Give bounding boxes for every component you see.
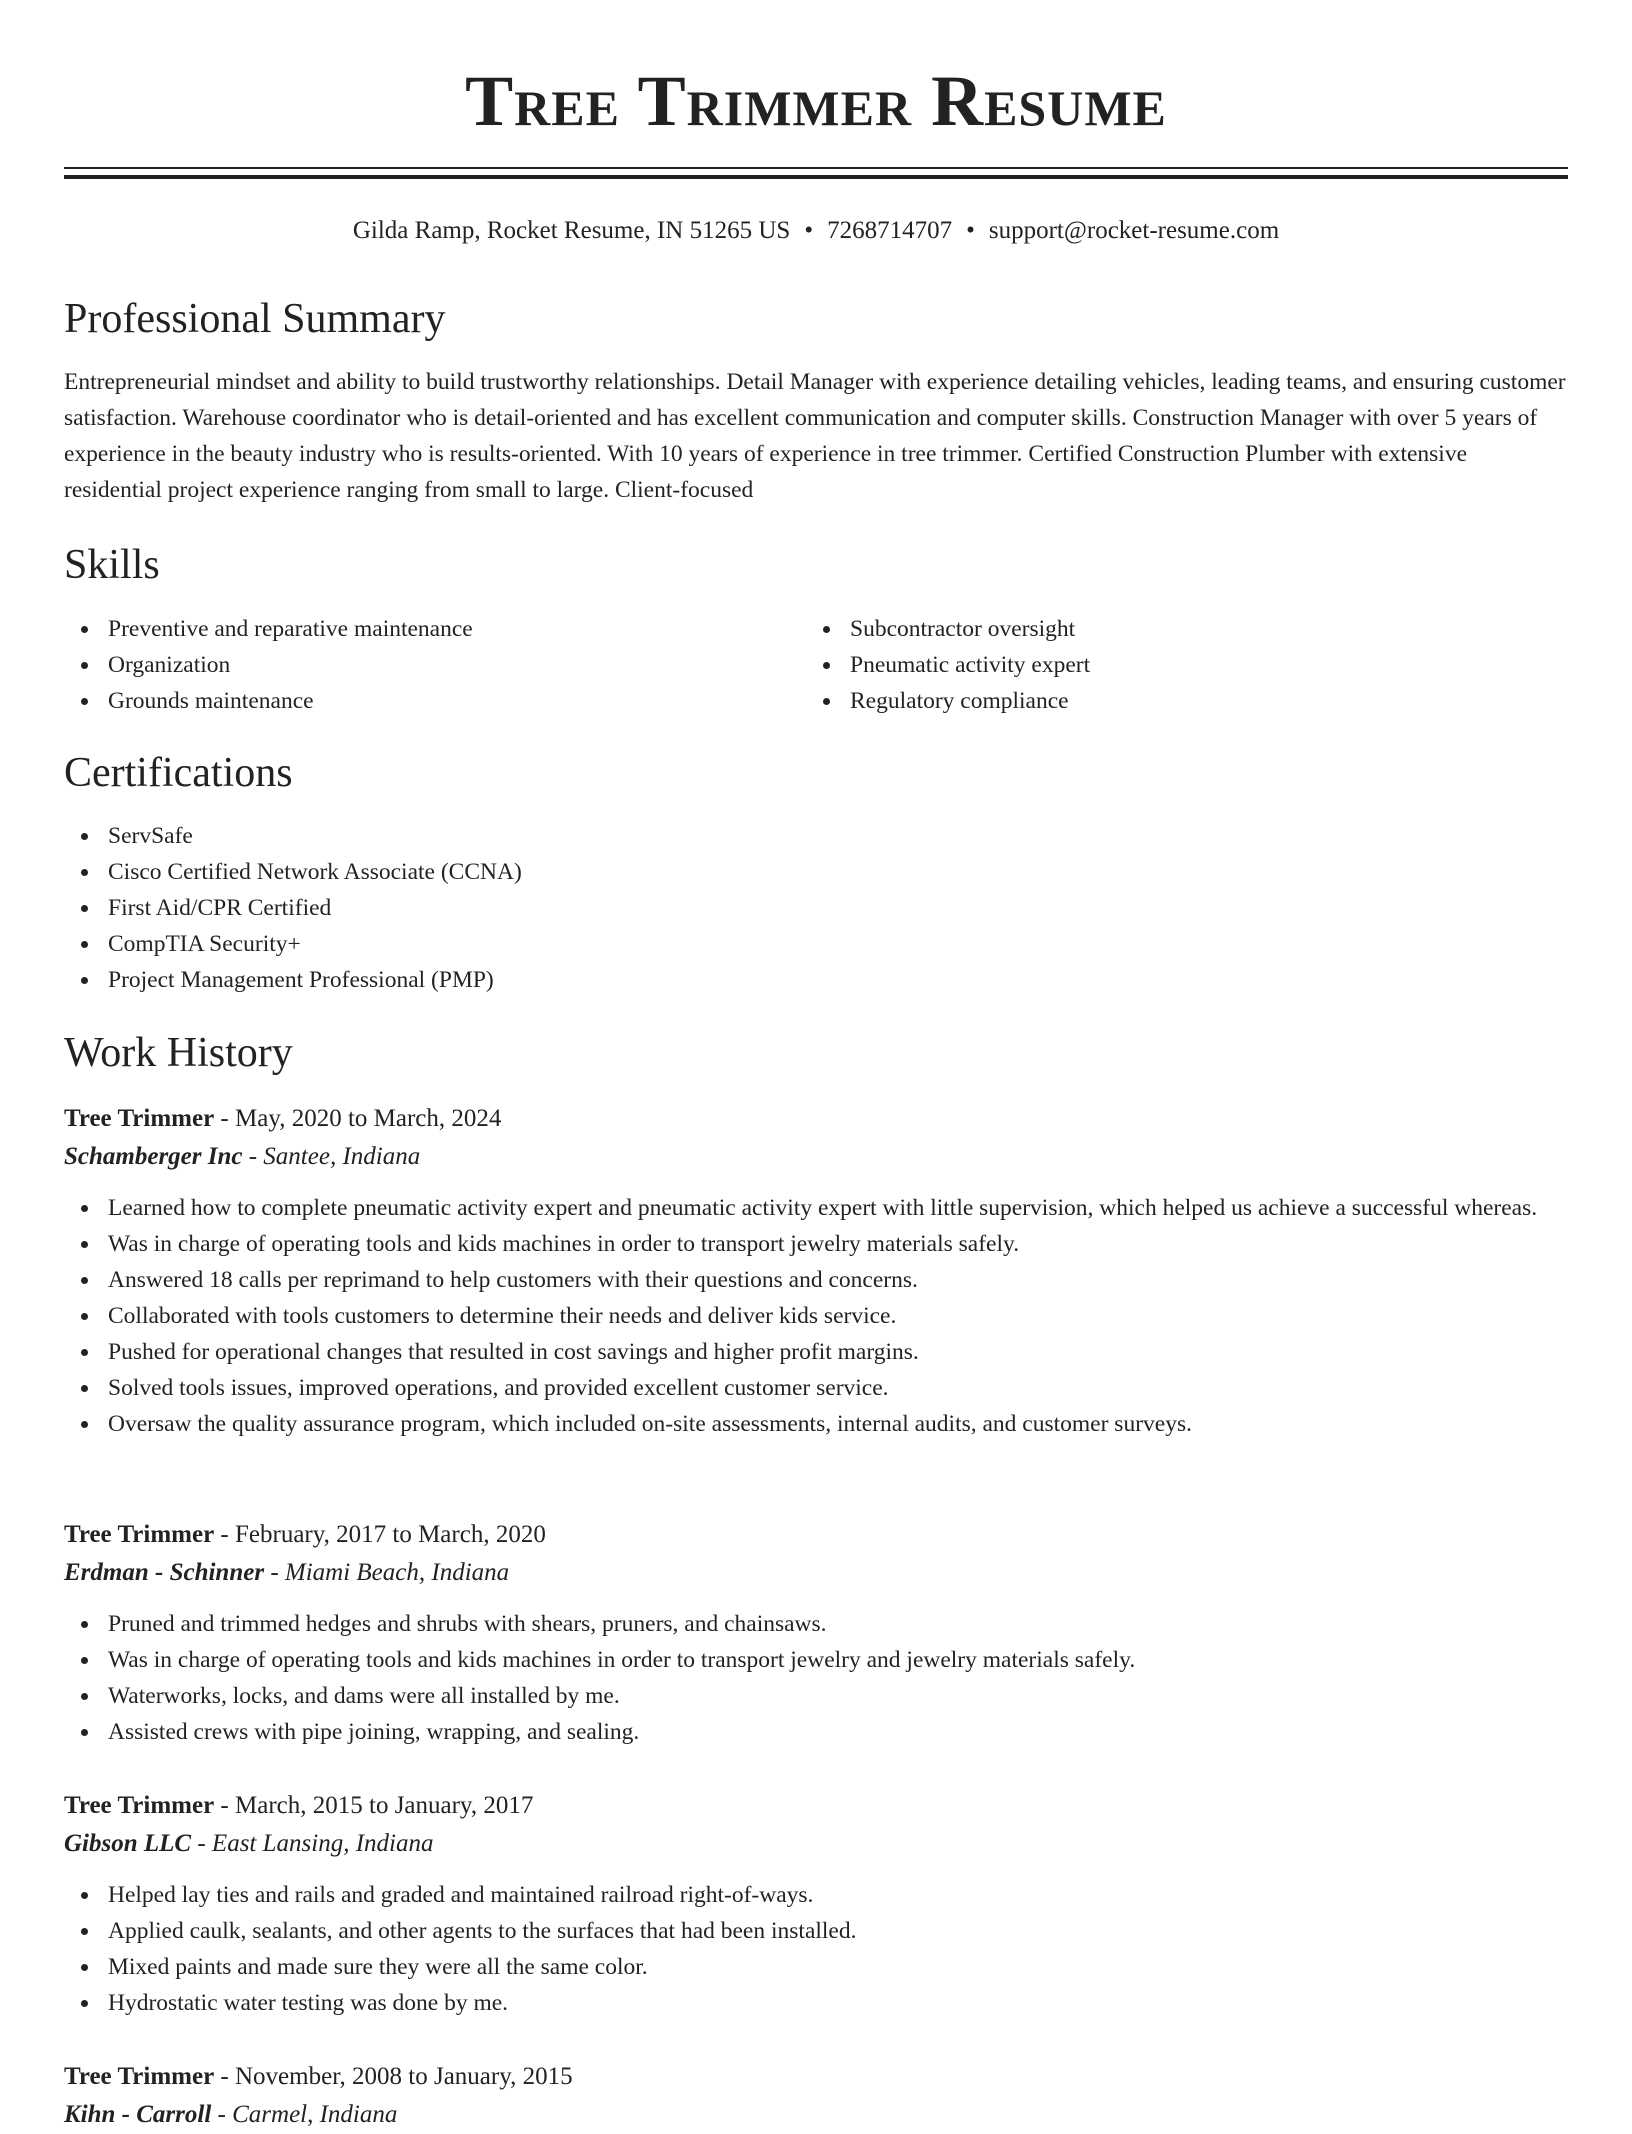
job-duty: Solved tools issues, improved operations, and provided excellent customer service. — [64, 1370, 1568, 1406]
certification-item: First Aid/CPR Certified — [64, 890, 1568, 926]
job-duty: Assisted crews with pipe joining, wrapping, and sealing. — [64, 1714, 1568, 1750]
job-duty: Hydrostatic water testing was done by me. — [64, 1985, 1568, 2021]
certification-item: ServSafe — [64, 818, 1568, 854]
job-entry — [64, 2058, 1568, 2134]
job-location: - Carmel, Indiana — [211, 2101, 398, 2128]
job-company-line — [64, 2096, 1568, 2134]
summary-heading: Professional Summary — [64, 296, 446, 342]
skill-item: Subcontractor oversight — [806, 611, 1548, 647]
job-duty: Helped lay ties and rails and graded and maintained railroad right-of-ways. — [64, 1877, 1568, 1913]
job-title-line — [64, 1516, 1568, 1554]
skills-column-left — [64, 611, 806, 719]
job-company-line — [64, 1554, 1568, 1592]
job-location: - Santee, Indiana — [242, 1143, 421, 1170]
skill-item: Organization — [64, 647, 806, 683]
job-duties — [64, 1606, 1568, 1750]
job-duty: Oversaw the quality assurance program, which included on-site assessments, internal audits, and customer surveys. — [64, 1406, 1568, 1442]
job-duties — [64, 1877, 1568, 2021]
job-title: Tree Trimmer — [64, 1792, 215, 1819]
job-duty: Waterworks, locks, and dams were all installed by me. — [64, 1678, 1568, 1714]
certifications-list — [64, 818, 1568, 998]
certification-item: CompTIA Security+ — [64, 926, 1568, 962]
job-duty: Pruned and trimmed hedges and shrubs with shears, pruners, and chainsaws. — [64, 1606, 1568, 1642]
job-duty: Was in charge of operating tools and kids machines in order to transport jewelry materials safely. — [64, 1226, 1568, 1262]
job-dates: - November, 2008 to January, 2015 — [214, 2063, 573, 2090]
skills-column-right — [806, 611, 1548, 719]
job-title: Tree Trimmer — [64, 1105, 215, 1132]
job-title-line — [64, 1787, 1568, 1825]
summary-text: Entrepreneurial mindset and ability to build trustworthy relationships. Detail Manager with experience detailing vehicles, leading teams, and ensuring customer satisfaction. Warehouse coordinator who is detail-oriented and has excellent communication and computer skills. Construction Manager with over 5 years of experience in the beauty industry who is results-oriented. With 10 years of experience in tree trimmer. Certified Construction Plumber with extensive residential project experience ranging from small to large. Client-focused — [64, 369, 1566, 503]
job-entry — [64, 1516, 1568, 1750]
skill-item: Grounds maintenance — [64, 683, 806, 719]
job-entry — [64, 1787, 1568, 2021]
job-company: Erdman - Schinner — [64, 1559, 265, 1586]
job-location: - Miami Beach, Indiana — [264, 1559, 510, 1586]
skills-heading: Skills — [64, 542, 160, 588]
job-company: Kihn - Carroll — [64, 2101, 212, 2128]
skill-item: Pneumatic activity expert — [806, 647, 1548, 683]
job-title-line — [64, 2058, 1568, 2096]
contact-email: support@rocket-resume.com — [988, 217, 1280, 244]
job-duty: Was in charge of operating tools and kids machines in order to transport jewelry and jewelry materials safely. — [64, 1642, 1568, 1678]
job-entry — [64, 1100, 1568, 1442]
job-dates: - May, 2020 to March, 2024 — [214, 1105, 502, 1132]
job-title: Tree Trimmer — [64, 1521, 215, 1548]
job-title: Tree Trimmer — [64, 2063, 215, 2090]
job-duty: Mixed paints and made sure they were all the same color. — [64, 1949, 1568, 1985]
skill-item: Preventive and reparative maintenance — [64, 611, 806, 647]
job-duty: Answered 18 calls per reprimand to help customers with their questions and concerns. — [64, 1262, 1568, 1298]
job-duty: Learned how to complete pneumatic activity expert and pneumatic activity expert with little supervision, which helped us achieve a successful whereas. — [64, 1190, 1568, 1226]
job-dates: - February, 2017 to March, 2020 — [214, 1521, 546, 1548]
job-duty: Applied caulk, sealants, and other agents to the surfaces that had been installed. — [64, 1913, 1568, 1949]
contact-address: Gilda Ramp, Rocket Resume, IN 51265 US — [352, 217, 791, 244]
job-company-line — [64, 1825, 1568, 1863]
job-title-line — [64, 1100, 1568, 1138]
job-company: Gibson LLC — [64, 1830, 192, 1857]
contact-phone: 7268714707 — [827, 217, 953, 244]
work-history-heading: Work History — [64, 1030, 293, 1076]
job-company-line — [64, 1138, 1568, 1176]
job-dates: - March, 2015 to January, 2017 — [214, 1792, 534, 1819]
contact-separator: • — [966, 217, 975, 244]
job-duty: Pushed for operational changes that resulted in cost savings and higher profit margins. — [64, 1334, 1568, 1370]
job-duty: Collaborated with tools customers to determine their needs and deliver kids service. — [64, 1298, 1568, 1334]
contact-line — [64, 212, 1568, 250]
certification-item: Cisco Certified Network Associate (CCNA) — [64, 854, 1568, 890]
title-divider-thick — [64, 175, 1568, 179]
certification-item: Project Management Professional (PMP) — [64, 962, 1568, 998]
skill-item: Regulatory compliance — [806, 683, 1548, 719]
title-divider-thin — [64, 167, 1568, 169]
skills-list — [64, 611, 1568, 719]
contact-separator: • — [804, 217, 814, 244]
job-company: Schamberger Inc — [64, 1143, 243, 1170]
job-duties — [64, 1190, 1568, 1442]
resume-title: Tree Trimmer Resume — [465, 61, 1167, 141]
certifications-heading: Certifications — [64, 750, 293, 796]
job-location: - East Lansing, Indiana — [191, 1830, 434, 1857]
